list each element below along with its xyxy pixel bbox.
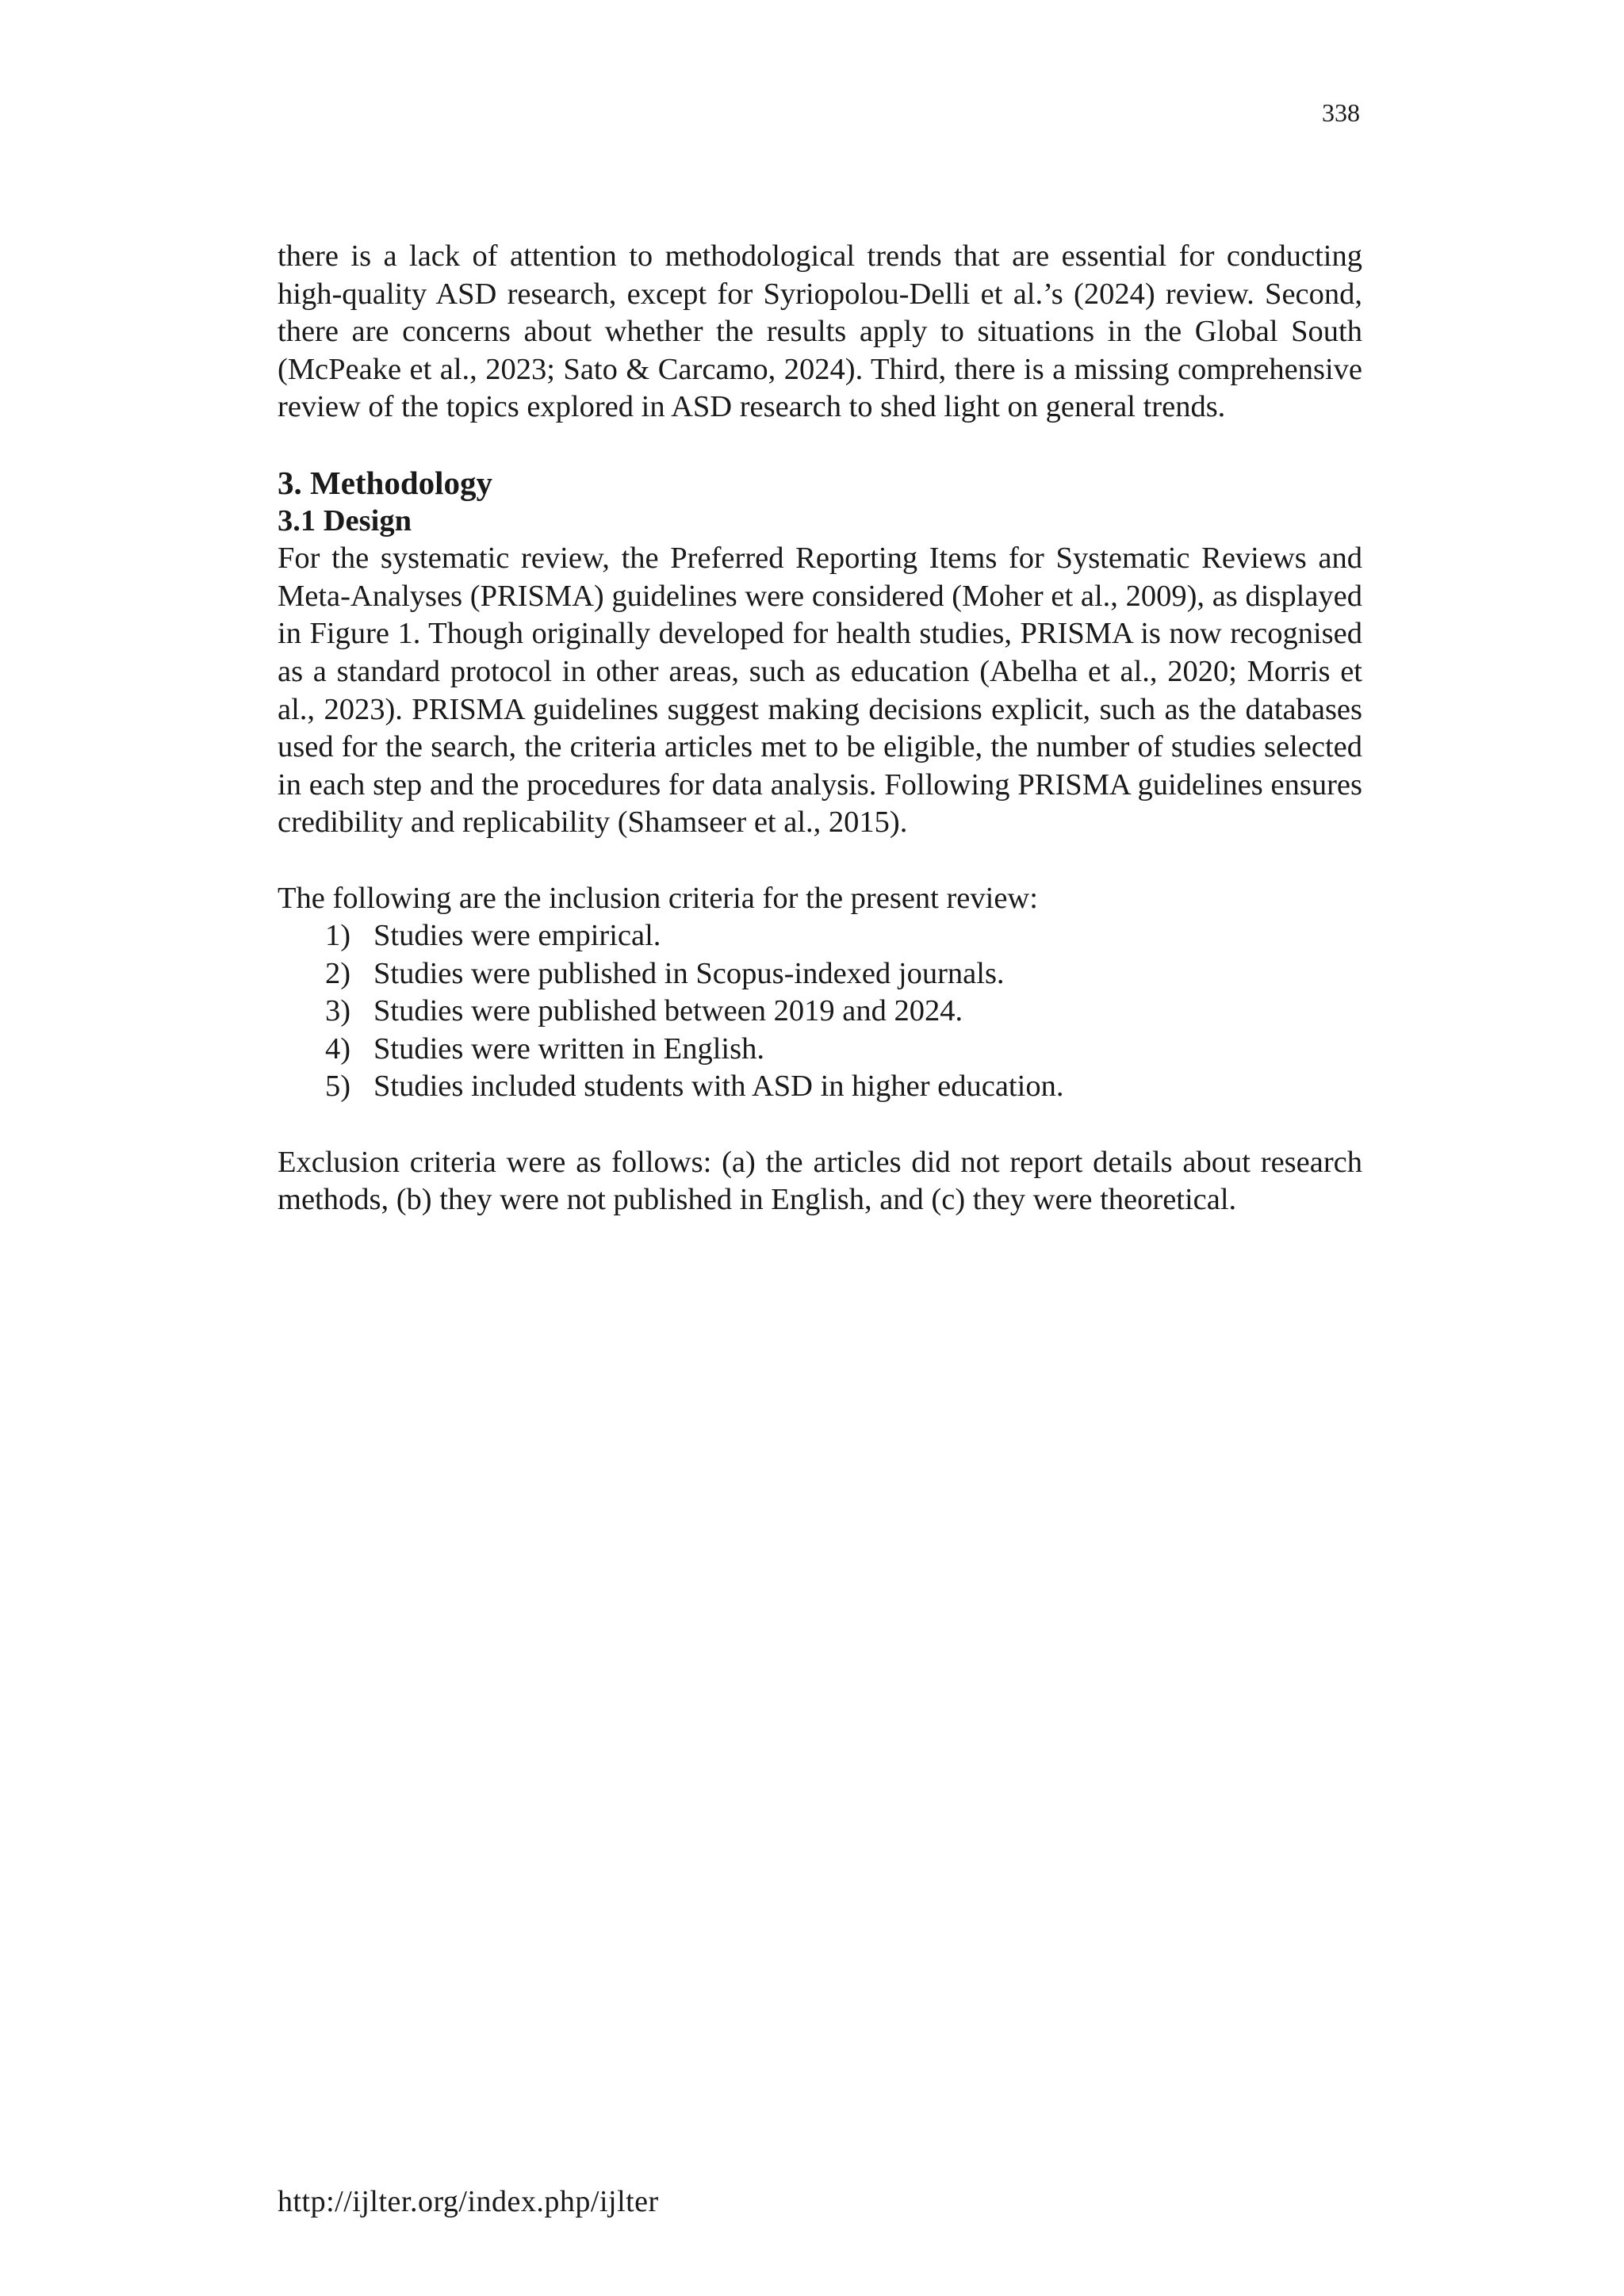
design-paragraph: For the systematic review, the Preferred Reporting Items for Systematic Reviews and Meta-Analyses (PRISMA) guidelines were considered (Moher et al., 2009), as displayed in Figure 1. Though originally developed for health studies, PRISMA is now recognised as a standard protocol in other areas, such as education (Abelha et al., 2020; Morris et al., 2023). PRISMA guidelines suggest making decisions explicit, such as the databases used for the search, the criteria articles met to be eligible, the number of studies selected in each step and the procedures for data analysis. Following PRISMA guidelines ensures credibility and replicability (Shamseer et al., 2015). <box>278 541 1362 840</box>
list-item-text: Studies were written in English. <box>373 1031 764 1066</box>
inclusion-intro: The following are the inclusion criteria for the present review: <box>278 881 1038 915</box>
list-item-number: 5) <box>325 1070 351 1104</box>
page-number: 338 <box>1322 98 1360 127</box>
list-item <box>278 917 1362 955</box>
list-item <box>278 1068 1362 1106</box>
paragraph-gap <box>278 842 1362 880</box>
list-item-number: 1) <box>325 919 351 953</box>
list-item-text: Studies included students with ASD in higher education. <box>373 1070 1064 1104</box>
footer-url[interactable]: http://ijlter.org/index.php/ijlter <box>278 2185 659 2218</box>
list-item <box>278 993 1362 1031</box>
list-item-number: 4) <box>325 1031 351 1066</box>
list-item-number: 3) <box>325 994 351 1028</box>
list-item-text: Studies were published in Scopus-indexed journals. <box>373 956 1005 990</box>
intro-paragraph: there is a lack of attention to methodological trends that are essential for conducting high-quality ASD research, except for Syriopolou-Delli et al.’s (2024) review. Second, there are concerns about whether the results apply to situations in the Global South (McPeake et al., 2023; Sato & Carcamo, 2024). Third, there is a missing comprehensive review of the topics explored in ASD research to shed light on general trends. <box>278 239 1362 424</box>
subsection-heading: 3.1 Design <box>278 503 412 538</box>
list-item-text: Studies were empirical. <box>373 919 661 953</box>
main-content <box>278 238 1362 1219</box>
inclusion-criteria-list <box>278 917 1362 1106</box>
list-item <box>278 955 1362 993</box>
exclusion-paragraph: Exclusion criteria were as follows: (a) the articles did not report details about research methods, (b) they were not published in English, and (c) they were theoretical. <box>278 1145 1362 1217</box>
list-item-number: 2) <box>325 956 351 990</box>
list-item <box>278 1031 1362 1069</box>
paragraph-gap <box>278 1106 1362 1144</box>
list-item-text: Studies were published between 2019 and 2024. <box>373 994 963 1028</box>
section-heading: 3. Methodology <box>278 464 493 501</box>
